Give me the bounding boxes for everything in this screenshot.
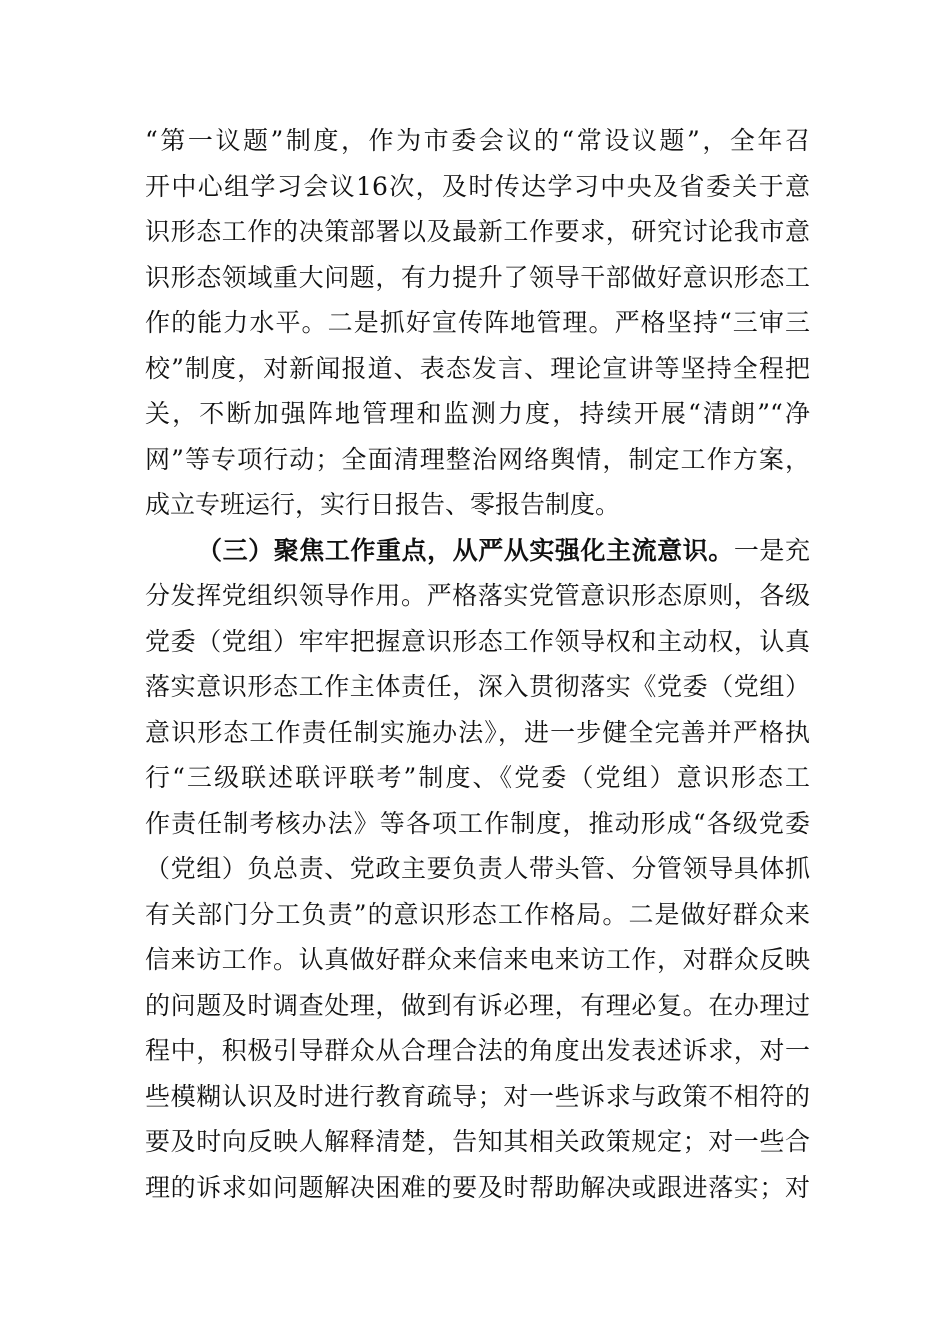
text-line: “第一议题”制度，作为市委会议的“常设议题”，全年召 <box>145 126 810 155</box>
text-line: 开中心组学习会议16次，及时传达学习中央及省委关于意 <box>145 171 810 201</box>
text-line: 信来访工作。认真做好群众来信来电来访工作，对群众反映 <box>145 945 810 974</box>
text-line: 作责任制考核办法》等各项工作制度，推动形成“各级党委 <box>145 808 810 838</box>
text-line: 有关部门分工负责”的意识形态工作格局。二是做好群众来 <box>145 899 810 929</box>
section-heading: （三）聚焦工作重点，从严从实强化主流意识。 <box>197 535 734 565</box>
paragraph-2 <box>145 528 810 1211</box>
body-text <box>145 118 810 1210</box>
text-line: 关，不断加强阵地管理和监测力度，持续开展“清朗”“净 <box>145 399 810 428</box>
text-line: 识形态工作的决策部署以及最新工作要求，研究讨论我市意 <box>145 217 810 246</box>
text-line: 分发挥党组织领导作用。严格落实党管意识形态原则，各级 <box>145 581 810 610</box>
text-line: 党委（党组）牢牢把握意识形态工作领导权和主动权，认真 <box>145 626 810 656</box>
text-line: 的问题及时调查处理，做到有诉必理，有理必复。在办理过 <box>145 990 810 1020</box>
text-line: 行“三级联述联评联考”制度、《党委（党组）意识形态工 <box>145 763 810 792</box>
text-line: 网”等专项行动；全面清理整治网络舆情，制定工作方案， <box>145 444 810 474</box>
text-line: 程中，积极引导群众从合理合法的角度出发表述诉求，对一 <box>145 1036 810 1065</box>
text-line: 理的诉求如问题解决困难的要及时帮助解决或跟进落实；对 <box>145 1172 810 1202</box>
text-line: 落实意识形态工作主体责任，深入贯彻落实《党委（党组） <box>145 672 810 701</box>
text-line: 要及时向反映人解释清楚，告知其相关政策规定；对一些合 <box>145 1127 810 1156</box>
text-line: 校”制度，对新闻报道、表态发言、理论宣讲等坚持全程把 <box>145 353 810 383</box>
text-line: 意识形态工作责任制实施办法》，进一步健全完善并严格执 <box>145 717 810 747</box>
text-line: 识形态领域重大问题，有力提升了领导干部做好意识形态工 <box>145 262 810 292</box>
text-line: 些模糊认识及时进行教育疏导；对一些诉求与政策不相符的 <box>145 1081 810 1111</box>
text-line: 作的能力水平。二是抓好宣传阵地管理。严格坚持“三审三 <box>145 308 810 337</box>
paragraph-1 <box>145 118 810 528</box>
paragraph-first-line <box>145 528 810 574</box>
text-line: （党组）负总责、党政主要负责人带头管、分管领导具体抓 <box>145 854 810 883</box>
text-line: 成立专班运行，实行日报告、零报告制度。 <box>145 490 621 519</box>
heading-line-continuation: 一是充 <box>733 535 810 565</box>
